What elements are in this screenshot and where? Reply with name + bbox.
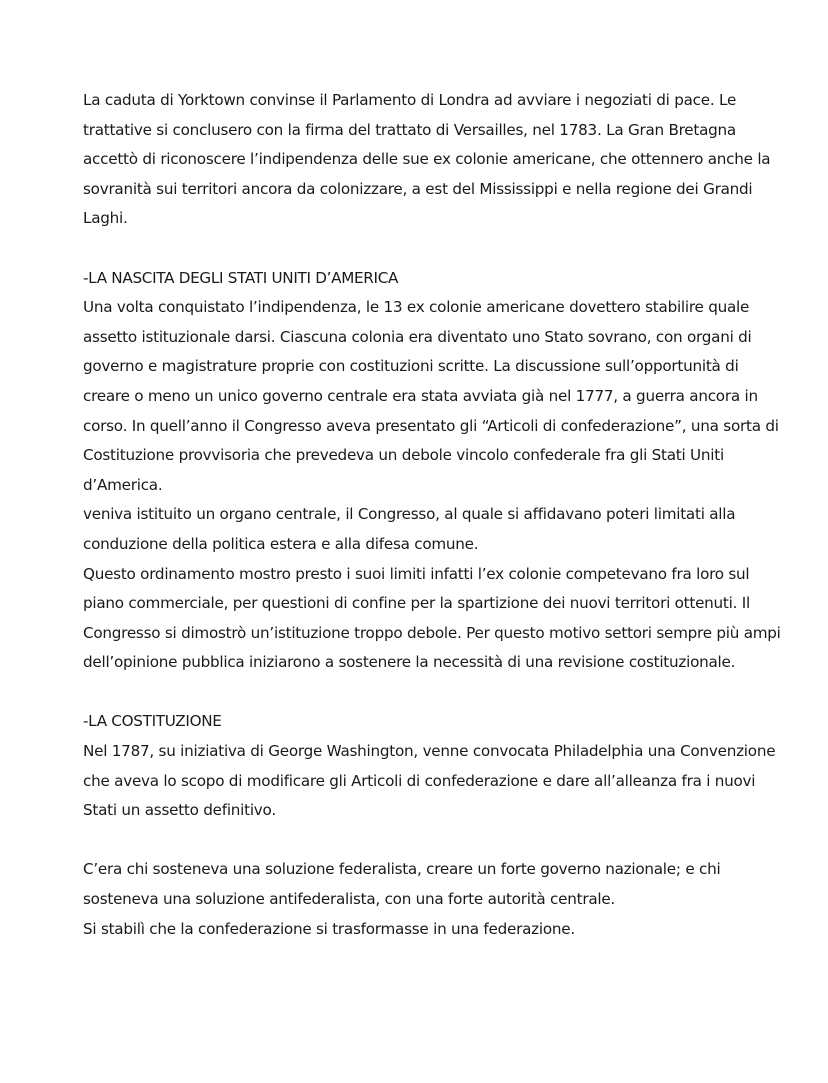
text-line: Congresso si dimostrò un’istituzione troppo debole. Per questo motivo settori sempre più ampi	[83, 623, 781, 642]
section-heading-birth-of-usa: -LA NASCITA DEGLI STATI UNITI D’AMERICA	[83, 268, 399, 287]
text-line: assetto istituzionale darsi. Ciascuna colonia era diventato uno Stato sovrano, con organi di	[83, 327, 752, 346]
text-line: corso. In quell’anno il Congresso aveva presentato gli “Articoli di confederazione”, una sorta di	[83, 416, 779, 435]
text-line: che aveva lo scopo di modificare gli Articoli di confederazione e dare all’alleanza fra i nuovi	[83, 771, 756, 790]
paragraph-constitution	[83, 737, 776, 826]
document-page	[83, 86, 781, 944]
paragraph-spacer	[83, 234, 763, 264]
text-line: sovranità sui territori ancora da colonizzare, a est del Mississippi e nella regione dei Grandi	[83, 179, 753, 198]
paragraph-spacer	[83, 678, 763, 708]
text-line: veniva istituito un organo centrale, il Congresso, al quale si affidavano poteri limitati alla	[83, 505, 736, 524]
text-line: Costituzione provvisoria che prevedeva un debole vincolo confederale fra gli Stati Uniti	[83, 446, 724, 465]
text-line: conduzione della politica estera e alla difesa comune.	[83, 534, 479, 553]
text-line: accettò di riconoscere l’indipendenza delle sue ex colonie americane, che ottennero anche la	[83, 150, 771, 169]
text-line: piano commerciale, per questioni di confine per la spartizione dei nuovi territori ottenuti. Il	[83, 594, 750, 613]
paragraph-federalism	[83, 855, 763, 944]
text-line: Laghi.	[83, 209, 128, 228]
text-line: Questo ordinamento mostro presto i suoi limiti infatti l’ex colonie competevano fra loro sul	[83, 564, 750, 583]
text-line: trattative si conclusero con la firma del trattato di Versailles, nel 1783. La Gran Bretagna	[83, 120, 736, 139]
text-line: governo e magistrature proprie con costituzioni scritte. La discussione sull’opportunità di	[83, 357, 739, 376]
paragraph-spacer	[83, 826, 763, 856]
text-line: Nel 1787, su iniziativa di George Washington, venne convocata Philadelphia una Convenzione	[83, 742, 776, 761]
text-line: Stati un assetto definitivo.	[83, 801, 276, 820]
paragraph-treaty-of-versailles	[83, 86, 771, 234]
paragraph-birth-of-usa	[83, 293, 781, 678]
text-line: dell’opinione pubblica iniziarono a sostenere la necessità di una revisione costituzionale.	[83, 653, 736, 672]
text-line: C’era chi sosteneva una soluzione federalista, creare un forte governo nazionale; e chi	[83, 860, 721, 879]
text-line: Una volta conquistato l’indipendenza, le 13 ex colonie americane dovettero stabilire quale	[83, 298, 750, 317]
text-line: sosteneva una soluzione antifederalista, con una forte autorità centrale.	[83, 890, 616, 909]
text-line: Si stabilì che la confederazione si trasformasse in una federazione.	[83, 919, 575, 938]
section-heading-constitution: -LA COSTITUZIONE	[83, 712, 222, 731]
text-line: La caduta di Yorktown convinse il Parlamento di Londra ad avviare i negoziati di pace. Le	[83, 91, 737, 109]
text-line: d’America.	[83, 475, 163, 494]
text-line: creare o meno un unico governo centrale era stata avviata già nel 1777, a guerra ancora in	[83, 386, 758, 405]
